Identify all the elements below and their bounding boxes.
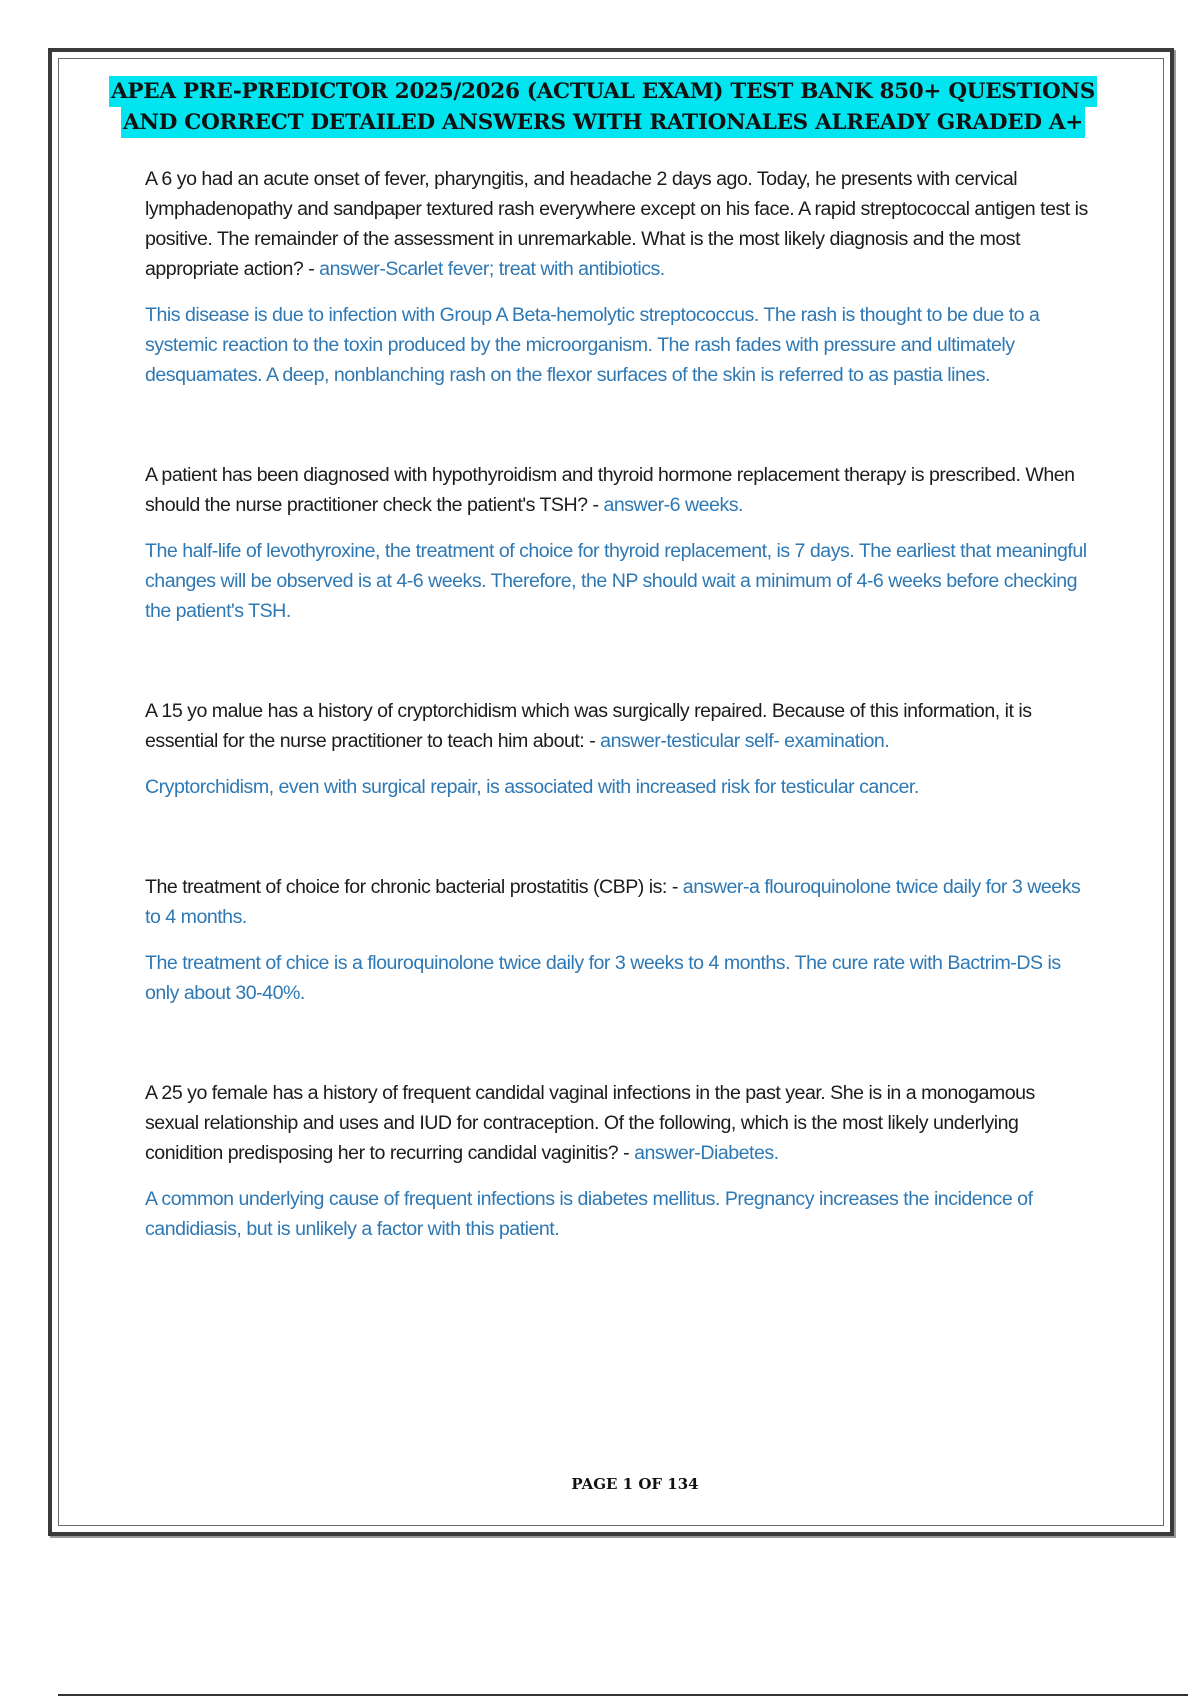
question-body: The treatment of choice for chronic bacterial prostatitis (CBP) is: -	[145, 876, 683, 898]
qa-item	[145, 164, 1090, 390]
qa-item	[145, 1078, 1090, 1244]
question-body: A patient has been diagnosed with hypothyroidism and thyroid hormone replacement therapy is prescribed. When should the nurse practitioner check the patient's TSH? -	[145, 464, 1075, 516]
qa-list	[145, 164, 1090, 1244]
document-title	[60, 76, 1146, 138]
question-text	[145, 696, 1090, 756]
question-body: A 6 yo had an acute onset of fever, pharyngitis, and headache 2 days ago. Today, he presents with cervical lymphadenopathy and sandpaper textured rash everywhere except on his face. A rapid streptococcal antigen test is positive. The remainder of the assessment in unremarkable. What is the most likely diagnosis and the most appropriate action? -	[145, 168, 1088, 280]
question-text	[145, 460, 1090, 520]
answer-text: answer-Scarlet fever; treat with antibiotics.	[319, 258, 665, 280]
answer-text: answer-6 weeks.	[603, 494, 743, 516]
answer-text: answer-testicular self- examination.	[600, 730, 890, 752]
rationale-text: The treatment of chice is a flouroquinolone twice daily for 3 weeks to 4 months. The cure rate with Bactrim-DS is only about 30-40%.	[145, 952, 1061, 1004]
qa-item	[145, 872, 1090, 1008]
answer-text: answer-a flouroquinolone twice daily for 3 weeks to 4 months.	[145, 876, 1081, 928]
qa-item	[145, 460, 1090, 626]
qa-item	[145, 696, 1090, 802]
question-text	[145, 164, 1090, 284]
page-number: PAGE 1 OF 134	[571, 1475, 699, 1493]
title-line-1: APEA PRE-PREDICTOR 2025/2026 (ACTUAL EXAM) TEST BANK 850+ QUESTIONS	[109, 76, 1097, 107]
title-line-2: AND CORRECT DETAILED ANSWERS WITH RATIONALES ALREADY GRADED A+	[121, 107, 1085, 138]
rationale-text: Cryptorchidism, even with surgical repair, is associated with increased risk for testicular cancer.	[145, 776, 919, 798]
answer-text: answer-Diabetes.	[634, 1142, 779, 1164]
question-text	[145, 1078, 1090, 1168]
bottom-divider	[58, 1694, 1188, 1696]
question-text	[145, 872, 1090, 932]
question-body: A 15 yo malue has a history of cryptorchidism which was surgically repaired. Because of this information, it is essential for the nurse practitioner to teach him about: -	[145, 700, 1032, 752]
question-body: A 25 yo female has a history of frequent candidal vaginal infections in the past year. She is in a monogamous sexual relationship and uses and IUD for contraception. Of the following, which is the most likely underlying conidition predisposing her to recurring candidal vaginitis? -	[145, 1082, 1035, 1164]
rationale-text: The half-life of levothyroxine, the treatment of choice for thyroid replacement, is 7 days. The earliest that meaningful changes will be observed is at 4-6 weeks. Therefore, the NP should wait a minimum of 4-6 weeks before checking the patient's TSH.	[145, 540, 1087, 622]
rationale-text: A common underlying cause of frequent infections is diabetes mellitus. Pregnancy increases the incidence of candidiasis, but is unlikely a factor with this patient.	[145, 1188, 1033, 1240]
rationale-text: This disease is due to infection with Group A Beta-hemolytic streptococcus. The rash is thought to be due to a systemic reaction to the toxin produced by the microorganism. The rash fades with pressure and ultimately desquamates. A deep, nonblanching rash on the flexor surfaces of the skin is referred to as pastia lines.	[145, 304, 1040, 386]
